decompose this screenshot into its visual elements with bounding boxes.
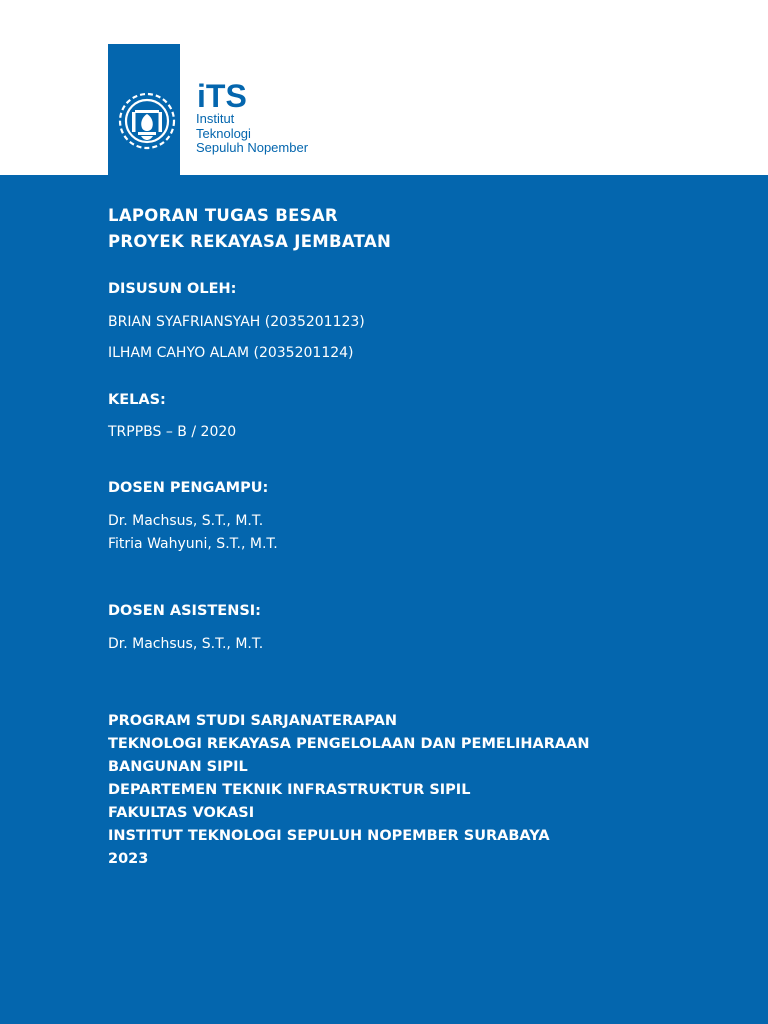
class-label: KELAS: — [108, 392, 166, 408]
institution-line: PROGRAM STUDI SARJANATERAPAN — [108, 713, 397, 729]
its-name-line: Teknologi — [196, 125, 251, 141]
lecturer-name: Dr. Machsus, S.T., M.T. — [108, 513, 264, 529]
author-name: ILHAM CAHYO ALAM (2035201124) — [108, 345, 354, 361]
report-title-line2: PROYEK REKAYASA JEMBATAN — [108, 232, 392, 251]
cover-blue-band — [0, 175, 768, 1024]
report-year: 2023 — [108, 851, 149, 867]
its-name-line: Institut — [196, 111, 235, 126]
author-name: BRIAN SYAFRIANSYAH (2035201123) — [108, 314, 365, 330]
institution-line: TEKNOLOGI REKAYASA PENGELOLAAN DAN PEMELIHARAAN — [108, 736, 590, 752]
its-emblem-icon — [112, 86, 182, 156]
authors-label: DISUSUN OLEH: — [108, 281, 237, 297]
lecturer-name: Fitria Wahyuni, S.T., M.T. — [108, 536, 278, 552]
institution-line: FAKULTAS VOKASI — [108, 805, 255, 821]
its-name-line: Sepuluh Nopember — [196, 140, 309, 155]
institution-line: BANGUNAN SIPIL — [108, 759, 248, 775]
institution-line: INSTITUT TEKNOLOGI SEPULUH NOPEMBER SURABAYA — [108, 828, 550, 844]
institution-line: DEPARTEMEN TEKNIK INFRASTRUKTUR SIPIL — [108, 782, 471, 798]
its-wordmark: iTS — [197, 78, 247, 114]
lecturers-label: DOSEN PENGAMPU: — [108, 480, 269, 496]
class-value: TRPPBS – B / 2020 — [108, 424, 237, 440]
assistant-name: Dr. Machsus, S.T., M.T. — [108, 636, 264, 652]
report-title-line1: LAPORAN TUGAS BESAR — [108, 206, 338, 225]
its-institution-name — [196, 112, 308, 156]
assistant-label: DOSEN ASISTENSI: — [108, 603, 261, 619]
